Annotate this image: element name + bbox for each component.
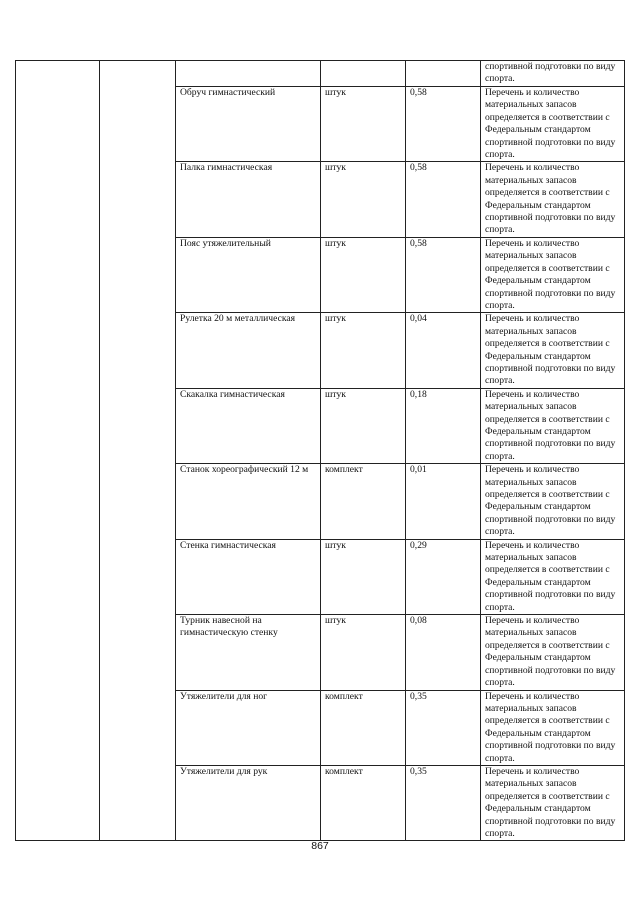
cell-qty: 0,35 [406, 690, 481, 765]
cell-note: Перечень и количество материальных запасов определяется в соответствии с Федеральным стандартом спортивной подготовки по виду спорта. [481, 162, 625, 237]
cell-name: Стенка гимнастическая [176, 539, 321, 614]
cell-name: Утяжелители для рук [176, 765, 321, 840]
cell-unit: штук [321, 87, 406, 162]
table-row-continuation [16, 61, 625, 87]
cell-unit: штук [321, 313, 406, 388]
cell-note: спортивной подготовки по виду спорта. [481, 61, 625, 87]
cell-qty: 0,01 [406, 464, 481, 539]
cell-note: Перечень и количество материальных запасов определяется в соответствии с Федеральным стандартом спортивной подготовки по виду спорта. [481, 237, 625, 312]
cell-name: Станок хореографический 12 м [176, 464, 321, 539]
cell-qty: 0,08 [406, 615, 481, 690]
cell-qty: 0,04 [406, 313, 481, 388]
merged-cell-col2 [100, 61, 176, 841]
cell-note: Перечень и количество материальных запасов определяется в соответствии с Федеральным стандартом спортивной подготовки по виду спорта. [481, 464, 625, 539]
cell-unit [321, 61, 406, 87]
cell-note: Перечень и количество материальных запасов определяется в соответствии с Федеральным стандартом спортивной подготовки по виду спорта. [481, 690, 625, 765]
equipment-table [15, 60, 625, 841]
cell-unit: комплект [321, 464, 406, 539]
cell-unit: комплект [321, 690, 406, 765]
cell-qty: 0,58 [406, 162, 481, 237]
cell-note: Перечень и количество материальных запасов определяется в соответствии с Федеральным стандартом спортивной подготовки по виду спорта. [481, 539, 625, 614]
cell-name: Утяжелители для ног [176, 690, 321, 765]
cell-qty: 0,18 [406, 388, 481, 463]
cell-unit: штук [321, 237, 406, 312]
cell-qty: 0,58 [406, 87, 481, 162]
cell-unit: комплект [321, 765, 406, 840]
cell-unit: штук [321, 539, 406, 614]
cell-qty: 0,35 [406, 765, 481, 840]
equipment-table-body [16, 61, 625, 841]
cell-note: Перечень и количество материальных запасов определяется в соответствии с Федеральным стандартом спортивной подготовки по виду спорта. [481, 313, 625, 388]
cell-name: Турник навесной на гимнастическую стенку [176, 615, 321, 690]
cell-name: Палка гимнастическая [176, 162, 321, 237]
cell-unit: штук [321, 162, 406, 237]
cell-name [176, 61, 321, 87]
cell-note: Перечень и количество материальных запасов определяется в соответствии с Федеральным стандартом спортивной подготовки по виду спорта. [481, 615, 625, 690]
cell-note: Перечень и количество материальных запасов определяется в соответствии с Федеральным стандартом спортивной подготовки по виду спорта. [481, 765, 625, 840]
cell-name: Рулетка 20 м металлическая [176, 313, 321, 388]
cell-name: Скакалка гимнастическая [176, 388, 321, 463]
page-number: 867 [311, 840, 329, 852]
cell-name: Пояс утяжелительный [176, 237, 321, 312]
cell-unit: штук [321, 388, 406, 463]
cell-qty: 0,29 [406, 539, 481, 614]
cell-note: Перечень и количество материальных запасов определяется в соответствии с Федеральным стандартом спортивной подготовки по виду спорта. [481, 87, 625, 162]
cell-note: Перечень и количество материальных запасов определяется в соответствии с Федеральным стандартом спортивной подготовки по виду спорта. [481, 388, 625, 463]
cell-name: Обруч гимнастический [176, 87, 321, 162]
cell-qty: 0,58 [406, 237, 481, 312]
merged-cell-col1 [16, 61, 100, 841]
cell-unit: штук [321, 615, 406, 690]
cell-qty [406, 61, 481, 87]
